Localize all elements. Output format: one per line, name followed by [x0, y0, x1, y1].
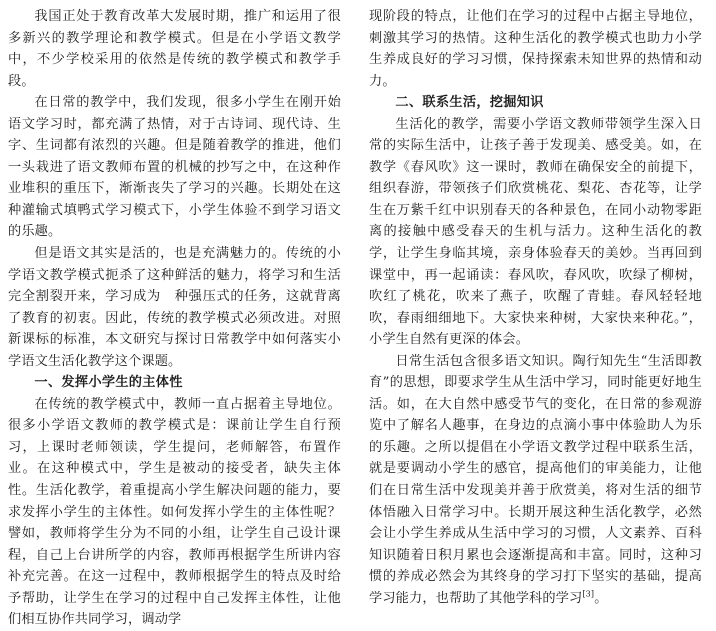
section-heading: 一、发挥小学生的主体性 — [34, 375, 183, 391]
paragraph-end: 。 — [594, 590, 608, 606]
paragraph — [369, 351, 702, 610]
left-column — [8, 6, 341, 631]
paragraph: 在传统的教学模式中，教师一直占据着主导地位。很多小学语文教师的教学模式是：课前让学生自行预习，上课时老师领读，学生提问，老师解答，布置作业。在这种模式中，学生是被动的接受者，缺失主体性。生活化教学，着重提高小学生解决问题的能力，要求发挥小学生的主体性。如何发挥小学生的主体性呢？譬如，教师将学生分为不同的小组，让学生自己设计课程，自己上台讲所学的内容，教师再根据学生所讲内容补充完善。在这一过程中，教师根据学生的特点及时给予帮助，让学生在学习的过程中自己发挥主体性，让他们相互协作共同学习，调动学 — [8, 396, 341, 628]
paragraph: 但是语文其实是活的，也是充满魅力的。传统的小学语文教学模式扼杀了这种鲜活的魅力，将学习和生活完全割裂开来，学习成为 种强压式的任务，这就背离了教育的初衷。因此，传统的教学模式必须改进。对照新课标的标准，本文研究与探讨日常教学中如何落实小学语文生活化教学这个课题。 — [8, 246, 341, 369]
paragraph-text: 日常生活包含很多语文知识。陶行知先生“生活即教育”的思想，即要求学生从生活中学习，同时能更好地生活。如，在大自然中感受节气的变化，在日常的参观游览中了解名人趣事，在身边的点滴小事中体验助人为乐的乐趣。之所以提倡在小学语文教学过程中联系生活，就是要调动小学生的感官，提高他们的审美能力，让他们在日常生活中发现美并善于欣赏美，将对生活的细节体悟融入日常学习中。长期开展这种生活化教学，必然会让小学生养成从生活中学习的习惯，人文素养、百科知识随着日积月累也会逐渐提高和丰富。同时，这种习惯的养成必然会为其终身的学习打下坚实的基础，提高学习能力，也帮助了其他学科的学习 — [369, 353, 702, 606]
right-column — [369, 6, 702, 609]
section-heading: 二、联系生活，挖掘知识 — [395, 95, 544, 111]
paragraph-continued: 现阶段的特点，让他们在学习的过程中占据主导地位，刺激其学习的热情。这种生活化的教学模式也助力小学生养成良好的学习习惯，保持探索未知世界的热情和动力。 — [369, 9, 702, 89]
paragraph: 在日常的教学中，我们发现，很多小学生在刚开始语文学习时，都充满了热情，对于古诗词、现代诗、生字、生词都有浓烈的兴趣。但是随着教学的推进，他们一头栽进了语文教师布置的机械的抄写之中，在这种作业堆积的重压下，渐渐丧失了学习的兴趣。长期处在这种灌输式填鸭式学习模式下，小学生体验不到学习语文的乐趣。 — [8, 95, 341, 240]
citation-marker: [3] — [582, 589, 595, 599]
paragraph: 我国正处于教育改革大发展时期，推广和运用了很多新兴的教学理论和教学模式。但是在小学语文教学中，不少学校采用的依然是传统的教学模式和教学手段。 — [8, 9, 341, 89]
paragraph: 生活化的教学，需要小学语文教师带领学生深入日常的实际生活中，让孩子善于发现美、感受美。如，在教学《春风吹》这一课时，教师在确保安全的前提下，组织春游，带领孩子们欣赏桃花、梨花、杏花等，让学生在万紫千红中识别春天的各种景色，在同小动物零距离的接触中感受春天的生机与活力。这种生活化的教学，让学生身临其境，亲身体验春天的美妙。当再回到课堂中，再一起诵读：春风吹，春风吹，吹绿了柳树，吹红了桃花，吹来了燕子，吹醒了青蛙。春风轻轻地吹，春雨细细地下。大家快来种树，大家快来种花。”，小学生自然有更深的体会。 — [369, 116, 702, 348]
